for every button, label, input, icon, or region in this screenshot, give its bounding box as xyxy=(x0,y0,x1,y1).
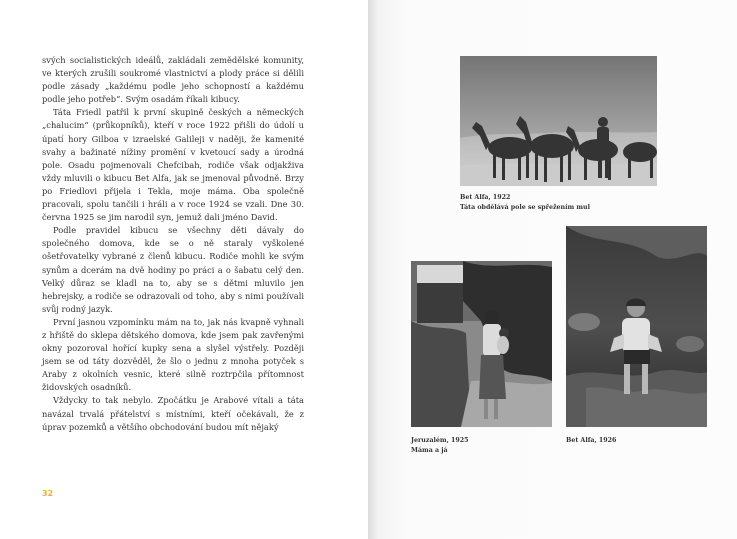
paragraph-2: Táta Friedl patřil k první skupině českých a německých „chalucim“ (průkopníků), kteří v roce 1922 přišli do údolí u úpatí hory Gilboa v izraelské Galileji v naději, že kamenité svahy a bažinaté nížiny promění v kvetoucí sady a úrodná pole. Osadu pojmenovali Chefcibah, rodiče však odjakživa vždy mluvili o kibucu Bet Alfa, jak se jmenoval původně. Brzy po Friedlovi přijela i Tekla, moje máma. Oba společně pracovali, spolu tančili i hráli a v roce 1924 se vzali. Dne 30. června 1925 se jim narodil syn, jemuž dali jméno David. xyxy=(42,107,304,223)
paragraph-4: První jasnou vzpomínku mám na to, jak nás kvapně vyhnali z hřiště do sklepa dětského domova, kde jsem pak zavřenými okny pozoroval hořící kupky sena a slyšel výstřely. Později jsem se od táty dozvěděl, že šlo o jednu z mnoha potyček s Araby z okolních vesnic, které silně roztrpčila přítomnost židovských osadníků. xyxy=(42,316,304,393)
page-number: 32 xyxy=(42,489,54,498)
caption-mules-place-date: Bet Alfa, 1922 xyxy=(460,194,511,201)
caption-boy-place-date: Bet Alfa, 1926 xyxy=(566,437,617,444)
right-page xyxy=(368,0,737,539)
caption-mother-description: Máma a já xyxy=(411,447,448,454)
photo-mother-and-child xyxy=(411,261,552,427)
left-page xyxy=(0,0,368,539)
caption-mother xyxy=(411,436,469,456)
photo-boy xyxy=(566,226,707,427)
photo-mules xyxy=(460,56,657,186)
body-text xyxy=(42,54,304,434)
caption-mules-description: Táta obdělává pole se spřežením mul xyxy=(460,204,591,211)
paragraph-3: Podle pravidel kibucu se všechny děti dávaly do společného domova, kde se o ně staraly vyškolené ošetřovatelky vybrané z členů kibucu. Rodiče mohli ke svým synům a dcerám na dvě hodiny po práci a o šabatu celý den. Velký důraz se kladl na to, aby se s dětmi mluvilo jen hebrejsky, a rodiče se odrazovali od toho, aby s nimi používali svůj rodný jazyk. xyxy=(42,225,304,314)
paragraph-5: Vždycky to tak nebylo. Zpočátku je Arabové vítali a táta navázal trvalá přátelství s místními, kteří očekávali, že z úprav pozemků a většího obchodování budou mít nějaký xyxy=(42,395,304,432)
caption-boy xyxy=(566,436,616,446)
paragraph-1: svých socialistických ideálů, zakládali zemědělské komunity, ve kterých zrušili soukromé vlastnictví a plody práce si dělili podle zásady „každému podle jeho schopností a každému podle jeho potřeb“. Svým osadám říkali kibucy. xyxy=(42,55,304,105)
caption-mules xyxy=(460,193,590,213)
caption-mother-place-date: Jeruzalém, 1925 xyxy=(411,437,469,444)
